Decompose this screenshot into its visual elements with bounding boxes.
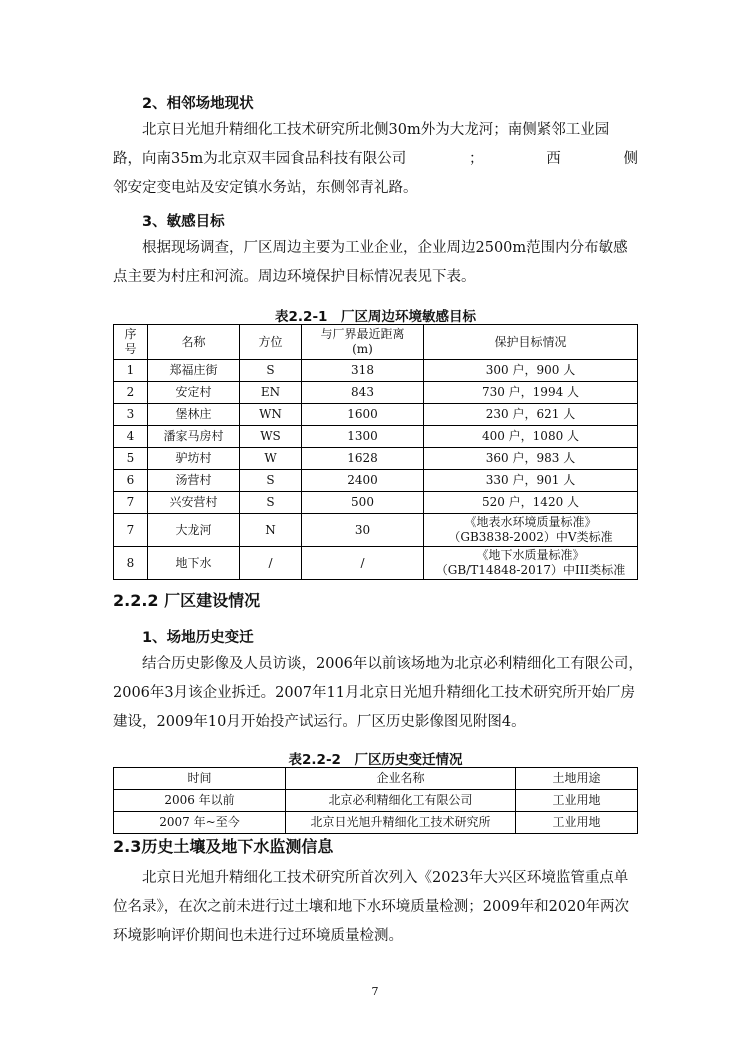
site-history-table — [113, 767, 638, 834]
sensitive-target-paragraph — [113, 234, 638, 292]
cell-line: 300 户，900 人 — [485, 363, 576, 377]
table-row — [114, 790, 638, 812]
table-row — [114, 812, 638, 834]
table-row — [114, 470, 638, 492]
cell-distance: 2400 — [302, 470, 424, 492]
table-row — [114, 448, 638, 470]
header-land-use: 土地用途 — [516, 768, 638, 790]
paragraph-line: 2006年3月该企业拆迁。2007年11月北京日光旭升精细化工技术研究所开始厂房 — [113, 685, 635, 701]
cell-name: 潘家马房村 — [148, 426, 240, 448]
header-direction: 方位 — [240, 325, 302, 360]
cell-distance: 500 — [302, 492, 424, 514]
cell-distance: 318 — [302, 360, 424, 382]
cell-no: 7 — [114, 514, 148, 547]
cell-no: 1 — [114, 360, 148, 382]
adjacent-site-heading: 2、相邻场地现状 — [142, 96, 254, 112]
cell-direction: S — [240, 492, 302, 514]
table-header-row — [114, 768, 638, 790]
cell-time: 2006 年以前 — [114, 790, 286, 812]
cell-distance: 30 — [302, 514, 424, 547]
cell-company: 北京日光旭升精细化工技术研究所 — [286, 812, 516, 834]
table-header-row — [114, 325, 638, 360]
cell-no: 3 — [114, 404, 148, 426]
header-company: 企业名称 — [286, 768, 516, 790]
cell-direction: N — [240, 514, 302, 547]
cell-line: 730 户，1994 人 — [481, 385, 580, 399]
cell-protection-target — [424, 547, 638, 580]
table-row — [114, 547, 638, 580]
paragraph-line-justified — [113, 145, 638, 174]
cell-name: 堡林庄 — [148, 404, 240, 426]
header-name: 名称 — [148, 325, 240, 360]
paragraph-line: 环境影响评价期间也未进行过环境质量检测。 — [113, 928, 403, 944]
cell-no: 8 — [114, 547, 148, 580]
table-row — [114, 382, 638, 404]
header-no — [114, 325, 148, 360]
paragraph-segment: 西 — [546, 151, 561, 167]
table1-caption: 表2.2-1 厂区周边环境敏感目标 — [275, 309, 476, 325]
cell-direction: S — [240, 360, 302, 382]
cell-direction: S — [240, 470, 302, 492]
cell-direction: W — [240, 448, 302, 470]
cell-protection-target — [424, 492, 638, 514]
paragraph-segment: 侧 — [623, 151, 638, 167]
header-time: 时间 — [114, 768, 286, 790]
cell-name: 兴安营村 — [148, 492, 240, 514]
header-distance-line: 与厂界最近距离 — [320, 327, 405, 341]
cell-line: 400 户，1080 人 — [481, 429, 580, 443]
table-row — [114, 404, 638, 426]
cell-land-use: 工业用地 — [516, 812, 638, 834]
table-row — [114, 492, 638, 514]
cell-direction: WN — [240, 404, 302, 426]
site-history-body — [114, 790, 638, 834]
cell-name: 大龙河 — [148, 514, 240, 547]
cell-distance: 1628 — [302, 448, 424, 470]
cell-distance: 843 — [302, 382, 424, 404]
sensitive-targets-table — [113, 324, 638, 580]
paragraph-line: 点主要为村庄和河流。周边环境保护目标情况表见下表。 — [113, 269, 476, 285]
cell-protection-target — [424, 514, 638, 547]
cell-protection-target — [424, 404, 638, 426]
cell-distance: 1300 — [302, 426, 424, 448]
sensitive-targets-body — [114, 360, 638, 580]
cell-protection-target — [424, 448, 638, 470]
cell-company: 北京必利精细化工有限公司 — [286, 790, 516, 812]
page-number: 7 — [371, 985, 379, 998]
cell-line: 230 户，621 人 — [485, 407, 576, 421]
table2-caption: 表2.2-2 厂区历史变迁情况 — [288, 752, 463, 768]
cell-name: 汤营村 — [148, 470, 240, 492]
header-protection-target: 保护目标情况 — [424, 325, 638, 360]
monitoring-paragraph — [113, 864, 638, 951]
table-row — [114, 514, 638, 547]
header-distance — [302, 325, 424, 360]
cell-line: 360 户，983 人 — [485, 451, 576, 465]
paragraph-line: 建设，2009年10月开始投产试运行。厂区历史影像图见附图4。 — [113, 714, 526, 730]
site-history-paragraph — [113, 650, 643, 737]
cell-protection-target — [424, 360, 638, 382]
cell-distance: 1600 — [302, 404, 424, 426]
paragraph-line: 北京日光旭升精细化工技术研究所北侧30m外为大龙河；南侧紧邻工业园 — [142, 122, 610, 138]
cell-direction: WS — [240, 426, 302, 448]
sensitive-target-heading: 3、敏感目标 — [142, 214, 225, 230]
cell-no: 5 — [114, 448, 148, 470]
header-distance-line: (m) — [352, 342, 373, 356]
paragraph-segment: ； — [468, 151, 484, 167]
cell-line: 520 户，1420 人 — [481, 495, 580, 509]
cell-protection-target — [424, 382, 638, 404]
table-row — [114, 426, 638, 448]
cell-name: 地下水 — [148, 547, 240, 580]
site-history-heading: 1、场地历史变迁 — [142, 630, 254, 646]
cell-protection-target — [424, 470, 638, 492]
monitoring-section-title: 2.3历史土壤及地下水监测信息 — [113, 837, 334, 856]
cell-no: 7 — [114, 492, 148, 514]
cell-line: 330 户，901 人 — [485, 473, 576, 487]
cell-no: 2 — [114, 382, 148, 404]
paragraph-line: 结合历史影像及人员访谈，2006年以前该场地为北京必利精细化工有限公司， — [142, 656, 643, 672]
cell-protection-target — [424, 426, 638, 448]
cell-direction: EN — [240, 382, 302, 404]
paragraph-segment: 路，向南35m为北京双丰园食品科技有限公司 — [113, 151, 407, 167]
cell-no: 4 — [114, 426, 148, 448]
cell-time: 2007 年~至今 — [114, 812, 286, 834]
cell-name: 驴坊村 — [148, 448, 240, 470]
construction-section-title: 2.2.2 厂区建设情况 — [113, 591, 261, 610]
paragraph-line: 位名录》，在次之前未进行过土壤和地下水环境质量检测；2009年和2020年两次 — [113, 899, 630, 915]
cell-name: 郑福庄街 — [148, 360, 240, 382]
header-no-line: 号 — [124, 342, 137, 356]
paragraph-line: 根据现场调查，厂区周边主要为工业企业，企业周边2500m范围内分布敏感 — [142, 240, 628, 256]
cell-no: 6 — [114, 470, 148, 492]
table-row — [114, 360, 638, 382]
cell-distance: / — [302, 547, 424, 580]
cell-direction: / — [240, 547, 302, 580]
cell-line: 《地表水环境质量标准》 — [464, 515, 597, 529]
cell-line: （GB3838-2002）中V类标准 — [448, 530, 613, 544]
adjacent-site-paragraph — [113, 116, 638, 203]
paragraph-line: 邻安定变电站及安定镇水务站，东侧邻青礼路。 — [113, 180, 418, 196]
cell-land-use: 工业用地 — [516, 790, 638, 812]
cell-line: 《地下水质量标准》 — [476, 548, 585, 562]
cell-line: （GB/T14848-2017）中III类标准 — [435, 563, 626, 577]
paragraph-line: 北京日光旭升精细化工技术研究所首次列入《2023年大兴区环境监管重点单 — [142, 870, 629, 886]
header-no-line: 序 — [124, 327, 137, 341]
cell-name: 安定村 — [148, 382, 240, 404]
